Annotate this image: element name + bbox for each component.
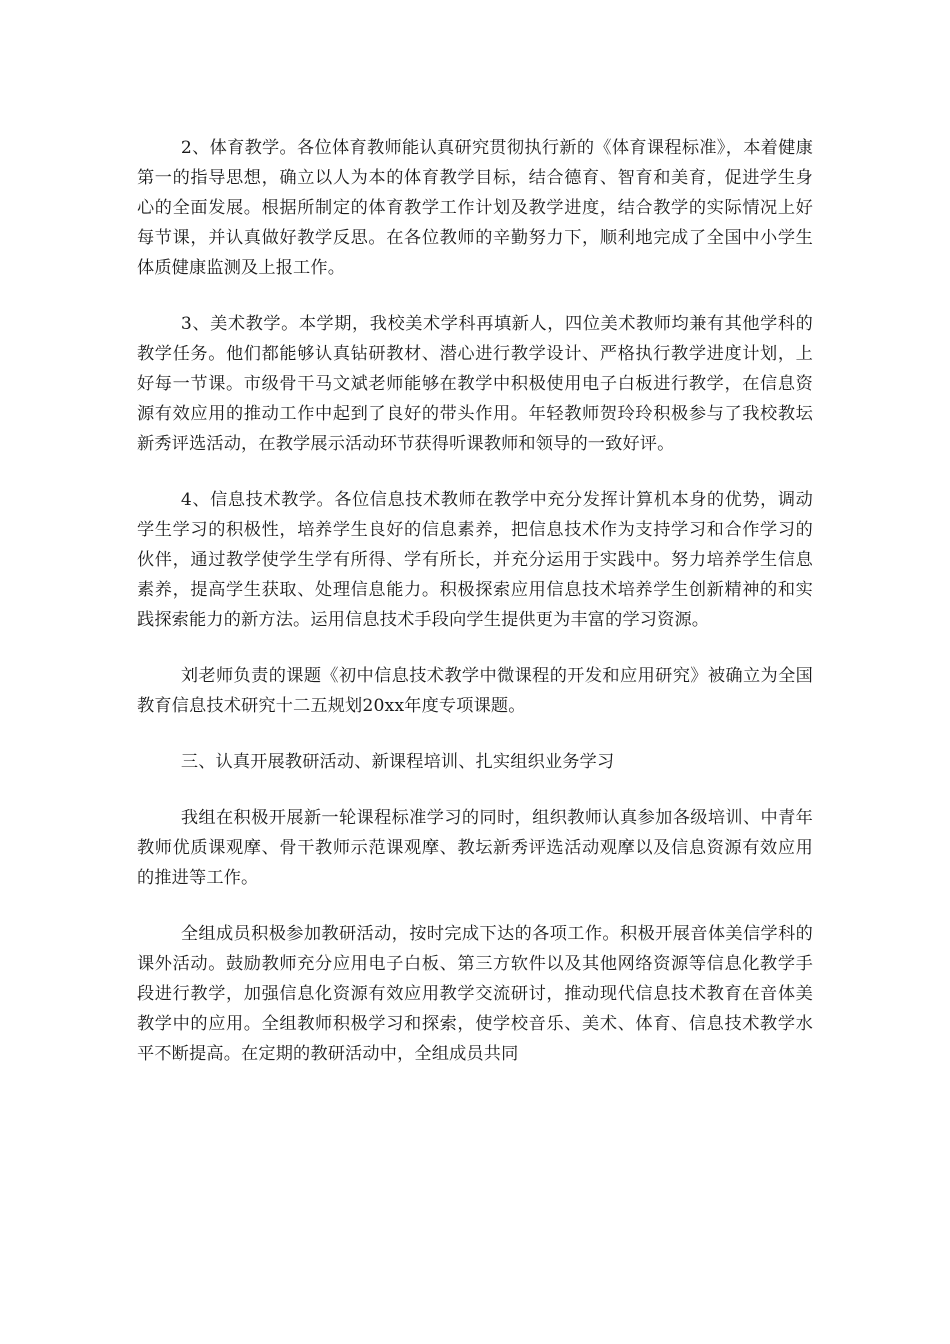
paragraph-group-activities: 全组成员积极参加教研活动，按时完成下达的各项工作。积极开展音体美信学科的课外活动。鼓励教师充分应用电子白板、第三方软件以及其他网络资源等信息化教学手段进行教学，加强信息化资源有效应用教学交流研讨，推动现代信息技术教育在音体美教学中的应用。全组教师积极学习和探索，使学校音乐、美术、体育、信息技术教学水平不断提高。在定期的教研活动中，全组成员共同 <box>137 924 813 1064</box>
paragraph-research-project: 刘老师负责的课题《初中信息技术教学中微课程的开发和应用研究》被确立为全国教育信息技术研究十二五规划20xx年度专项课题。 <box>137 666 813 716</box>
paragraph-training: 我组在积极开展新一轮课程标准学习的同时，组织教师认真参加各级培训、中青年教师优质课观摩、骨干教师示范课观摩、教坛新秀评选活动观摩以及信息资源有效应用的推进等工作。 <box>137 808 813 888</box>
document-body <box>137 133 813 1095</box>
paragraph-art-teaching: 3、美术教学。本学期，我校美术学科再填新人，四位美术教师均兼有其他学科的教学任务。他们都能够认真钻研教材、潜心进行教学设计、严格执行教学进度计划，上好每一节课。市级骨干马文斌老师能够在教学中积极使用电子白板进行教学，在信息资源有效应用的推动工作中起到了良好的带头作用。年轻教师贺玲玲积极参与了我校教坛新秀评选活动，在教学展示活动环节获得听课教师和领导的一致好评。 <box>137 314 813 454</box>
paragraph-pe-teaching: 2、体育教学。各位体育教师能认真研究贯彻执行新的《体育课程标准》，本着健康第一的指导思想，确立以人为本的体育教学目标，结合德育、智育和美育，促进学生身心的全面发展。根据所制定的体育教学工作计划及教学进度，结合教学的实际情况上好每节课，并认真做好教学反思。在各位教师的辛勤努力下，顺利地完成了全国中小学生体质健康监测及上报工作。 <box>137 138 813 278</box>
section-heading-three: 三、认真开展教研活动、新课程培训、扎实组织业务学习 <box>180 752 615 772</box>
paragraph-it-teaching: 4、信息技术教学。各位信息技术教师在教学中充分发挥计算机本身的优势，调动学生学习的积极性，培养学生良好的信息素养，把信息技术作为支持学习和合作学习的伙伴，通过教学使学生学有所得、学有所长，并充分运用于实践中。努力培养学生信息素养，提高学生获取、处理信息能力。积极探索应用信息技术培养学生创新精神的和实践探索能力的新方法。运用信息技术手段向学生提供更为丰富的学习资源。 <box>137 490 813 630</box>
